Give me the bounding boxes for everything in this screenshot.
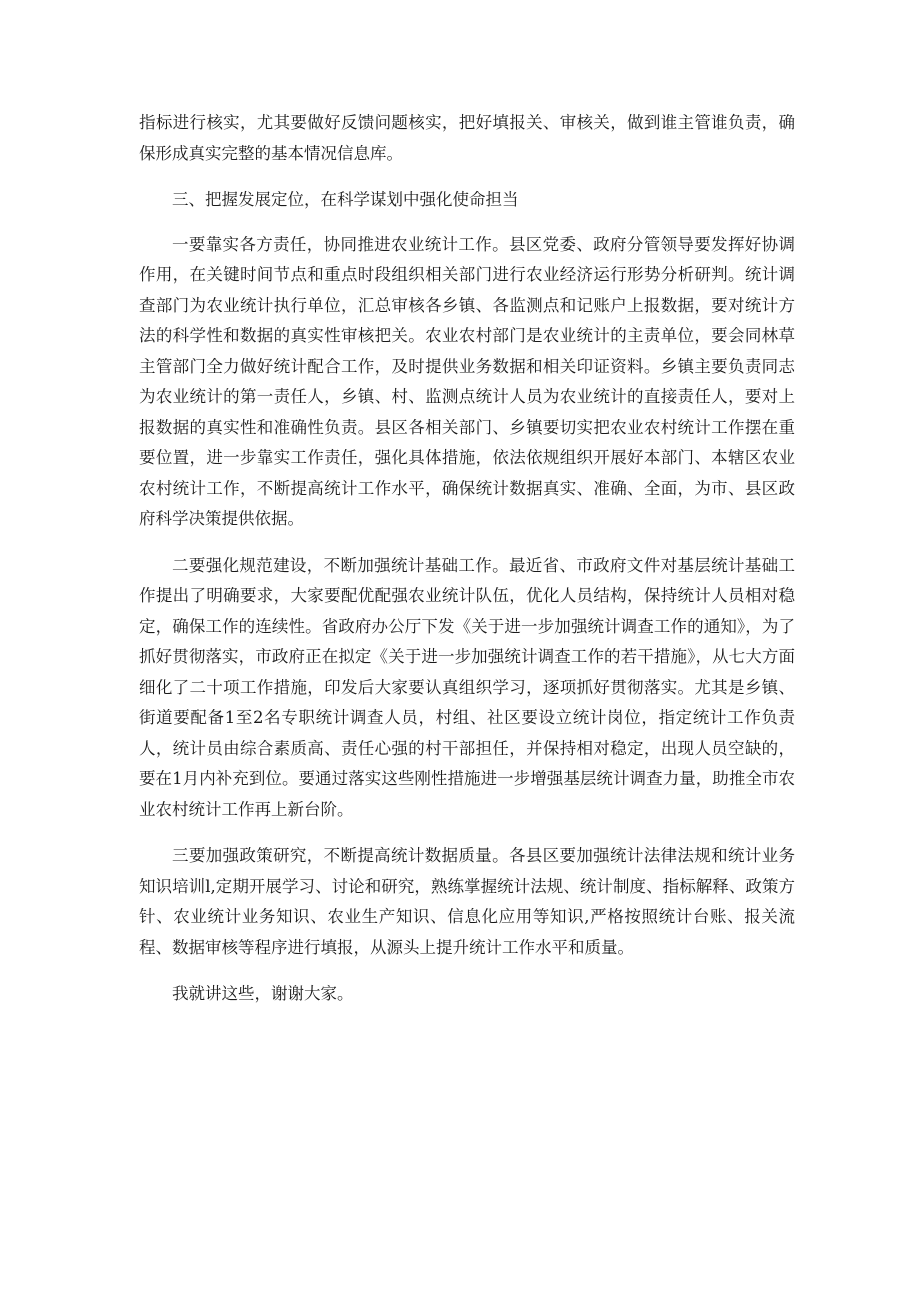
- section-heading: 三、把握发展定位，在科学谋划中强化使命担当: [172, 190, 519, 209]
- paragraph-continuation: 指标进行核实，尤其要做好反馈问题核实，把好填报关、审核关，做到谁主管谁负责，确保形成真实完整的基本情况信息库。: [139, 113, 795, 163]
- document-body: [139, 108, 795, 1026]
- paragraph-standardization: 二要强化规范建设，不断加强统计基础工作。最近省、市政府文件对基层统计基础工作提出了明确要求，大家要配优配强农业统计队伍，优化人员结构，保持统计人员相对稳定，确保工作的连续性。省政府办公厅下发《关于进一步加强统计调查工作的通知》，为了抓好贯彻落实，市政府正在拟定《关于进一步加强统计调查工作的若干措施》，从七大方面细化了二十项工作措施，印发后大家要认真组织学习，逐项抓好贯彻落实。尤其是乡镇、街道要配备1至2名专职统计调查人员，村组、社区要设立统计岗位，指定统计工作负责人，统计员由综合素质高、责任心强的村干部担任，并保持相对稳定，出现人员空缺的，要在1月内补充到位。要通过落实这些刚性措施进一步增强基层统计调查力量，助推全市农业农村统计工作再上新台阶。: [139, 555, 795, 819]
- paragraph-policy-research: 三要加强政策研究，不断提高统计数据质量。各县区要加强统计法律法规和统计业务知识培训l,定期开展学习、讨论和研究，熟练掌握统计法规、统计制度、指标解释、政策方针、农业统计业务知识、农业生产知识、信息化应用等知识,严格按照统计台账、报关流程、数据审核等程序进行填报，从源头上提升统计工作水平和质量。: [139, 846, 795, 957]
- paragraph-responsibility: 一要靠实各方责任，协同推进农业统计工作。县区党委、政府分管领导要发挥好协调作用，在关键时间节点和重点时段组织相关部门进行农业经济运行形势分析研判。统计调查部门为农业统计执行单位，汇总审核各乡镇、各监测点和记账户上报数据，要对统计方法的科学性和数据的真实性审核把关。农业农村部门是农业统计的主责单位，要会同林草主管部门全力做好统计配合工作，及时提供业务数据和相关印证资料。乡镇主要负责同志为农业统计的第一责任人，乡镇、村、监测点统计人员为农业统计的直接责任人，要对上报数据的真实性和准确性负责。县区各相关部门、乡镇要切实把农业农村统计工作摆在重要位置，进一步靠实工作责任，强化具体措施，依法依规组织开展好本部门、本辖区农业农村统计工作，不断提高统计工作水平，确保统计数据真实、准确、全面，为市、县区政府科学决策提供依据。: [139, 234, 795, 528]
- paragraph-closing: 我就讲这些，谢谢大家。: [172, 984, 354, 1003]
